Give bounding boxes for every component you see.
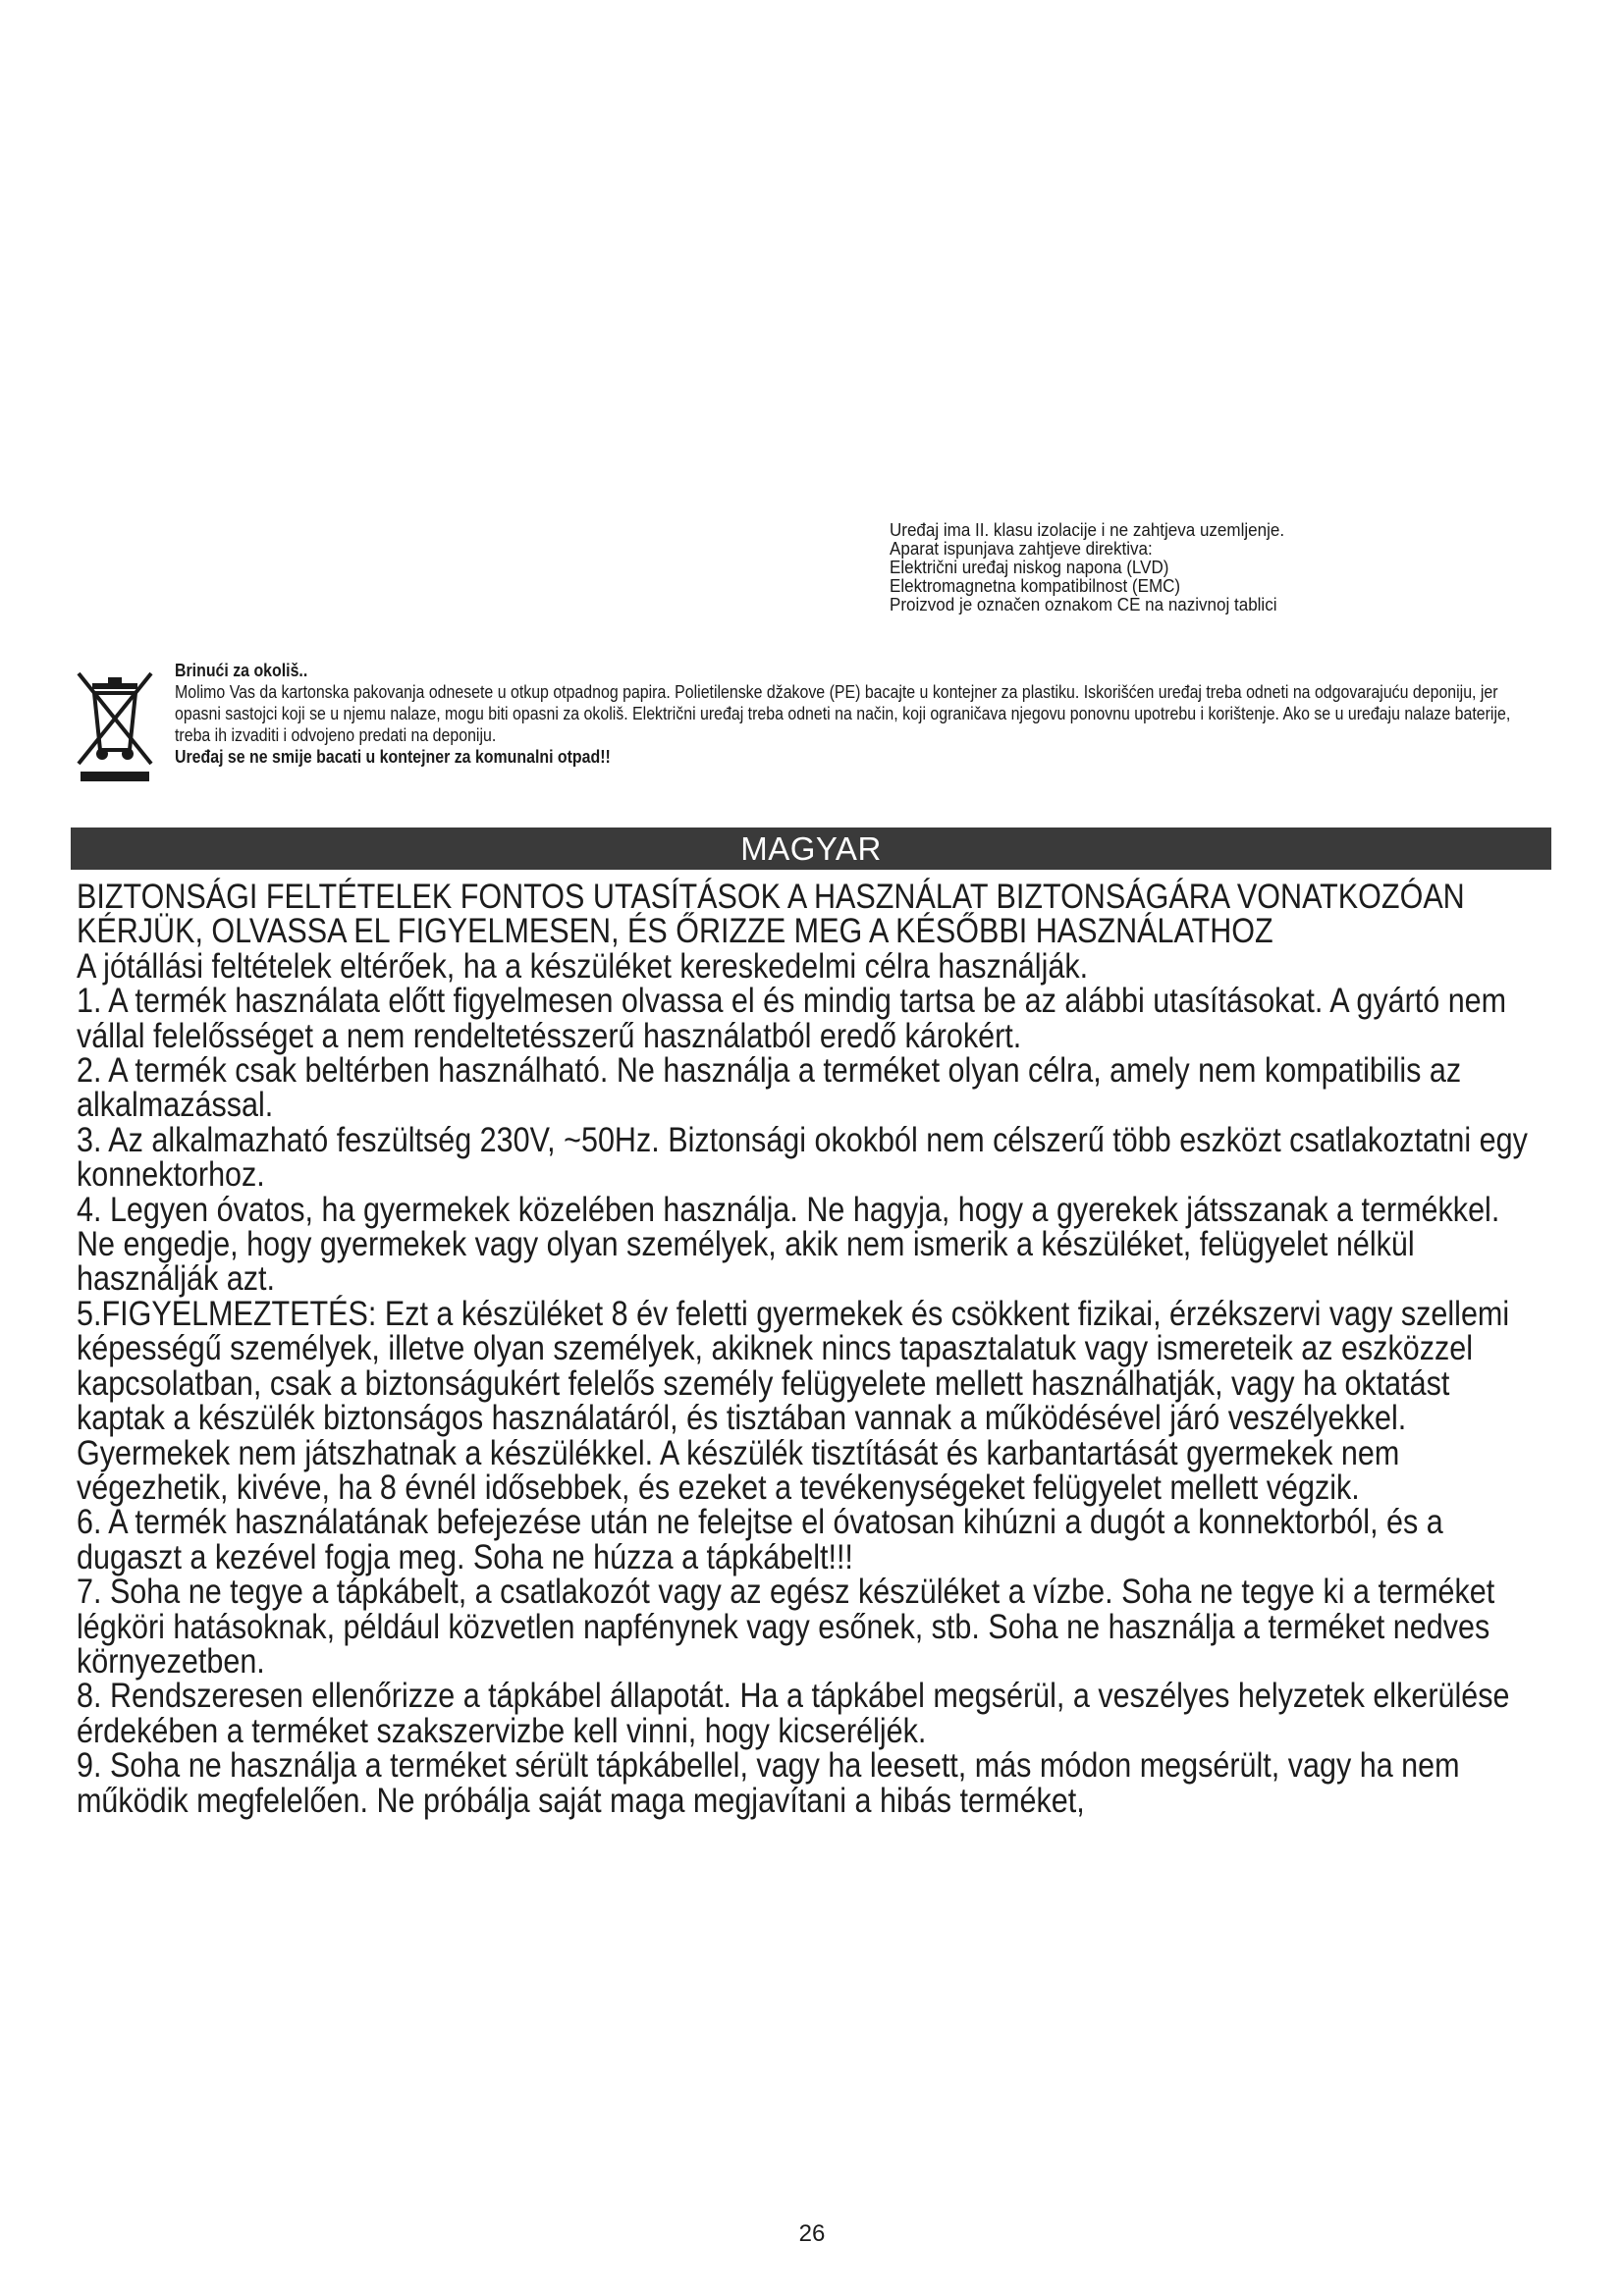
safety-intro: A jótállási feltételek eltérőek, ha a készüléket kereskedelmi célra használják.	[77, 945, 1089, 986]
certification-block	[890, 520, 1395, 614]
safety-item: 9. Soha ne használja a terméket sérült tápkábellel, vagy ha leesett, más módon megsérült, vagy ha nem működik megfelelően. Ne próbálja saját maga megjavítani a hibás terméket,	[77, 1745, 1460, 1820]
certification-line: Elektromagnetna kompatibilnost (EMC)	[890, 575, 1181, 596]
disposal-heading: Brinući za okoliš..	[175, 660, 308, 680]
certification-line: Uređaj ima II. klasu izolacije i ne zahtjeva uzemljenje.	[890, 519, 1285, 540]
crossed-out-wheelie-bin-icon	[71, 666, 159, 783]
safety-item: 3. Az alkalmazható feszültség 230V, ~50Hz. Biztonsági okokból nem célszerű több eszközt csatlakoztatni egy konnektorhoz.	[77, 1119, 1528, 1195]
safety-item: 4. Legyen óvatos, ha gyermekek közelében használja. Ne hagyja, hogy a gyerekek játsszanak a termékkel. Ne engedje, hogy gyermekek vagy olyan személyek, akik nem ismerik a készüléket, felügyelet nélkül használják azt.	[77, 1189, 1500, 1299]
disposal-text	[175, 660, 1535, 768]
disposal-body: Molimo Vas da kartonska pakovanja odnesete u otkup otpadnog papira. Polietilenske džakove (PE) bacajte u kontejner za plastiku. Iskorišćen uređaj treba odneti na odgovarajuću deponiju, jer opasni sastojci koji se u njemu nalaze, mogu biti opasni za okoliš. Električni uređaj treba odneti na način, koji ograničava njegovu ponovnu upotrebu i korištenje. Ako se u uređaju nalaze baterije, treba ih izvaditi i odvojeno predati na deponiju.	[175, 681, 1511, 745]
safety-instructions	[77, 877, 1545, 1820]
disposal-notice	[71, 660, 1534, 807]
safety-item: 2. A termék csak beltérben használható. Ne használja a terméket olyan célra, amely nem kompatibilis az alkalmazással.	[77, 1050, 1462, 1125]
safety-item: 7. Soha ne tegye a tápkábelt, a csatlakozót vagy az egész készüléket a vízbe. Soha ne tegye ki a terméket légköri hatásoknak, például közvetlen napfénynek vagy esőnek, stb. Soha ne használja a terméket nedves környezetben.	[77, 1572, 1495, 1681]
certification-line: Proizvod je označen oznakom CE na nazivnoj tablici	[890, 594, 1277, 614]
safety-item: 5.FIGYELMEZTETÉS: Ezt a készüléket 8 év feletti gyermekek és csökkent fizikai, érzékszervi vagy szellemi képességű személyek, illetve olyan személyek, akiknek nincs tapasztalatuk vagy ismereteik az eszközzel kapcsolatban, csak a biztonságukért felelős személy felügyelete mellett használhatják, vagy ha oktatást kaptak a készülék biztonságos használatáról, és tisztában vannak a működésével járó veszélyekkel. Gyermekek nem játszhatnak a készülékkel. A készülék tisztítását és karbantartását gyermekek nem végezhetik, kivéve, ha 8 évnél idősebbek, és ezeket a tevékenységeket felügyelet mellett végzik.	[77, 1293, 1510, 1507]
page-number: 26	[798, 2220, 826, 2247]
disposal-warning: Uređaj se ne smije bacati u kontejner za komunalni otpad!!	[175, 746, 611, 767]
certification-line: Električni uređaj niskog napona (LVD)	[890, 557, 1169, 577]
language-banner: MAGYAR	[71, 828, 1551, 870]
safety-item: 8. Rendszeresen ellenőrizze a tápkábel állapotát. Ha a tápkábel megsérül, a veszélyes helyzetek elkerülése érdekében a terméket szakszervizbe kell vinni, hogy kicseréljék.	[77, 1676, 1510, 1750]
safety-heading: BIZTONSÁGI FELTÉTELEK FONTOS UTASÍTÁSOK A HASZNÁLAT BIZTONSÁGÁRA VONATKOZÓAN KÉRJÜK, OLVASSA EL FIGYELMESEN, ÉS ŐRIZZE MEG A KÉSŐBBI HASZNÁLATHOZ	[77, 877, 1465, 951]
safety-item: 1. A termék használata előtt figyelmesen olvassa el és mindig tartsa be az alábbi utasításokat. A gyártó nem vállal felelősséget a nem rendeltetésszerű használatból eredő károkért.	[77, 981, 1507, 1055]
certification-line: Aparat ispunjava zahtjeve direktiva:	[890, 538, 1153, 559]
safety-item: 6. A termék használatának befejezése után ne felejtse el óvatosan kihúzni a dugót a konnektorból, és a dugaszt a kezével fogja meg. Soha ne húzza a tápkábelt!!!	[77, 1502, 1443, 1576]
